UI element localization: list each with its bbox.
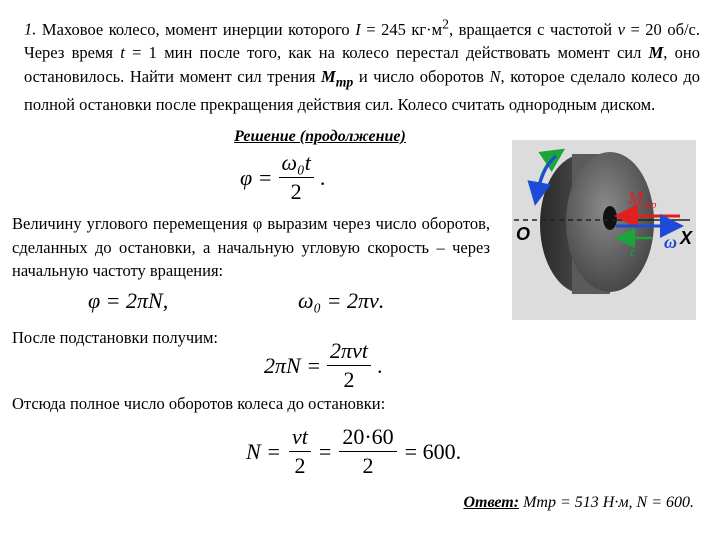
eq4-lhs: N = (246, 438, 282, 464)
eq1-end: . (319, 164, 326, 190)
equation-omega0: ω₀ = 2πν. (298, 288, 385, 313)
answer-label: Ответ: (463, 494, 520, 511)
eq4-denominator-2: 2 (362, 453, 374, 478)
text-substitution: После подстановки получим: (12, 328, 218, 347)
label-m (627, 188, 657, 211)
eq4-numerator-2: 20·60 (339, 424, 396, 452)
label-x: X (680, 228, 693, 248)
eq4-fraction-2 (339, 424, 396, 479)
label-epsilon: ε (630, 244, 636, 259)
problem-number: 1. (24, 19, 37, 39)
label-o: O (516, 224, 531, 244)
flywheel-drawing (512, 140, 696, 320)
eq3-lhs: 2πN = (264, 352, 322, 378)
label-omega: ω (664, 232, 678, 252)
eq1-lhs: φ = (240, 164, 273, 190)
problem-statement (24, 12, 700, 117)
label-m-main: M (628, 188, 643, 208)
text-total-revolutions: Отсюда полное число оборотов колеса до остановки: (12, 394, 386, 413)
eq4-fraction-1 (289, 424, 311, 479)
answer-text: Mтр = 513 Н·м, N = 600. (523, 494, 694, 511)
equation-phi-n: φ = 2πN, (88, 288, 169, 313)
label-m-sub: тр (643, 199, 657, 211)
eq3-fraction (327, 338, 371, 393)
eq1-fraction (279, 150, 314, 205)
solution-heading: Решение (продолжение) (234, 128, 406, 145)
eq4-end: = 600. (404, 438, 462, 464)
problem-text: Маховое колесо, момент инерции которого I = 245 $кг\cdot м^2$, вращается с частотой ν = 20 об/с. Через время t = 1 мин после того, как на колесо перестал действовать момент сил M, оно остановилось. Найти момент сил трения $M_{тр}$ и число оборотов N, которое сделало колесо до полной остановки после прекращения действия сил. Колесо считать однородным диском. (24, 16, 701, 115)
eq3-denominator: 2 (343, 367, 355, 392)
eq1-denominator: 2 (290, 179, 302, 204)
equation-2pin (264, 338, 382, 393)
answer (463, 494, 694, 512)
eq4-denominator-1: 2 (294, 453, 306, 478)
text-angular-displacement: Величину углового перемещения φ выразим через число оборотов, сделанных до остановки, а начальную угловую скорость – через начальную частоту вращения: (12, 214, 490, 280)
eq3-numerator: 2πνt (327, 338, 371, 366)
eq1-numerator: ω₀t (279, 150, 314, 178)
eq4-numerator-1: νt (289, 424, 311, 452)
equation-phi (240, 150, 325, 205)
flywheel-hub (603, 206, 617, 230)
eq3-end: . (376, 352, 383, 378)
eq4-equals: = (318, 438, 332, 464)
equation-n-result (246, 424, 461, 479)
flywheel-figure (512, 140, 696, 320)
